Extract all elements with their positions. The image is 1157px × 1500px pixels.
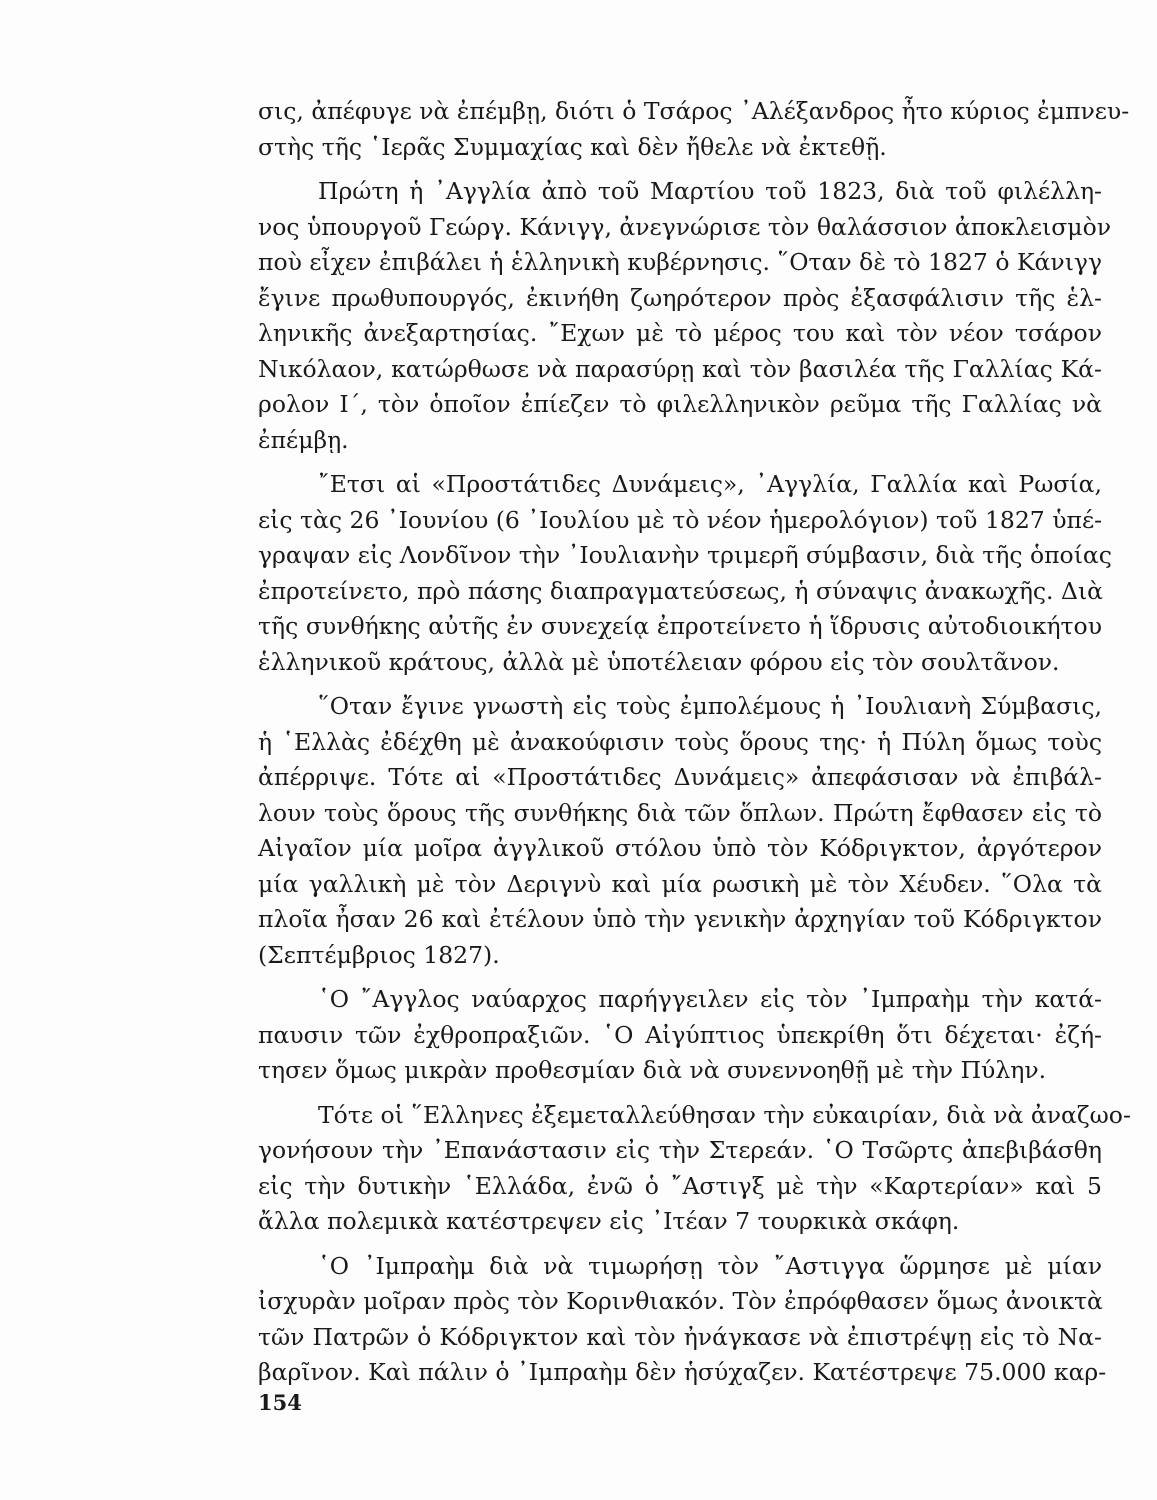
text-line: εἰς τὰς 26 ᾿Ιουνίου (6 ᾿Ιουλίου μὲ τὸ νέον ἡμερολόγιον) τοῦ 1827 ὑπέ-: [258, 505, 1103, 534]
paragraph: [258, 94, 1130, 165]
text-line: Αἰγαῖον μία μοῖρα ἀγγλικοῦ στόλου ὑπὸ τὸν Κόδριγκτον, ἀργότερον: [258, 834, 1102, 862]
text-line: τησεν ὅμως μικρὰν προθεσμίαν διὰ νὰ συνεννοηθῇ μὲ τὴν Πύλην.: [258, 1056, 1047, 1084]
page-number: 154: [258, 1390, 302, 1415]
text-line: ρολον Ι΄, τὸν ὁποῖον ἐπίεζεν τὸ φιλελληνικὸν ρεῦμα τῆς Γαλλίας νὰ: [258, 390, 1102, 418]
paragraph-gap: [258, 1089, 1102, 1098]
paragraph: [258, 174, 1111, 458]
text-line: εἰς τὴν δυτικὴν ῾Ελλάδα, ἐνῶ ὁ ῎Αστιγξ μὲ τὴν «Καρτερίαν» καὶ 5: [258, 1171, 1102, 1200]
body-text: [258, 94, 1131, 1391]
text-line: (Σεπτέμβριος 1827).: [258, 940, 500, 969]
paragraph: [258, 982, 1102, 1089]
text-line: ῞Οταν ἔγινε γνωστὴ εἰς τοὺς ἐμπολέμους ἡ ᾿Ιουλιανὴ Σύμβασις,: [318, 692, 1102, 720]
text-line: σις, ἀπέφυγε νὰ ἐπέμβῃ, διότι ὁ Τσάρος ᾿Αλέξανδρος ἦτο κύριος ἐμπνευ-: [258, 97, 1130, 125]
text-line: βαρῖνον. Καὶ πάλιν ὁ ᾿Ιμπραὴμ δὲν ἡσύχαζεν. Κατέστρεψε 75.000 καρ-: [258, 1358, 1107, 1386]
paragraph: [258, 689, 1102, 973]
paragraph-gap: [258, 458, 1102, 467]
text-line: ποὺ εἶχεν ἐπιβάλει ἡ ἑλληνικὴ κυβέρνησις. ῞Οταν δὲ τὸ 1827 ὁ Κάνιγγ: [258, 248, 1102, 276]
text-line: παυσιν τῶν ἐχθροπραξιῶν. ῾Ο Αἰγύπτιος ὑπεκρίθη ὅτι δέχεται· ἐζή-: [258, 1020, 1102, 1049]
text-line: ἐπροτείνετο, πρὸ πάσης διαπραγματεύσεως, ἡ σύναψις ἀνακωχῆς. Διὰ: [258, 576, 1104, 605]
text-line: ἔγινε πρωθυπουργός, ἐκινήθη ζωηρότερον πρὸς ἐξασφάλισιν τῆς ἑλ-: [258, 283, 1102, 312]
text-line: τῶν Πατρῶν ὁ Κόδριγκτον καὶ τὸν ἠνάγκασε νὰ ἐπιστρέψῃ εἰς τὸ Να-: [258, 1322, 1102, 1351]
text-line: ἰσχυρὰν μοῖραν πρὸς τὸν Κορινθιακόν. Τὸν ἐπρόφθασεν ὅμως ἀνοικτὰ: [258, 1287, 1103, 1315]
text-line: τῆς συνθήκης αὐτῆς ἐν συνεχείᾳ ἐπροτείνετο ἡ ἵδρυσις αὐτοδιοικήτου: [258, 612, 1102, 640]
paragraph-gap: [258, 1240, 1102, 1249]
paragraph: [258, 1249, 1107, 1391]
text-line: Πρώτη ἡ ᾿Αγγλία ἀπὸ τοῦ Μαρτίου τοῦ 1823, διὰ τοῦ φιλέλλη-: [318, 177, 1102, 205]
text-line: Τότε οἱ ῞Ελληνες ἐξεμεταλλεύθησαν τὴν εὐκαιρίαν, διὰ νὰ ἀναζωο-: [318, 1100, 1131, 1129]
text-line: γονήσουν τὴν ᾿Επανάστασιν εἰς τὴν Στερεάν. ῾Ο Τσῶρτς ἀπεβιβάσθη: [258, 1136, 1102, 1164]
paragraph-gap: [258, 165, 1102, 174]
text-line: λουν τοὺς ὅρους τῆς συνθήκης διὰ τῶν ὅπλων. Πρώτη ἔφθασεν εἰς τὸ: [258, 798, 1102, 827]
paragraph: [258, 467, 1112, 680]
text-line: ληνικῆς ἀνεξαρτησίας. ῎Εχων μὲ τὸ μέρος του καὶ τὸν νέον τσάρον: [258, 319, 1102, 347]
text-line: στὴς τῆς ῾Ιερᾶς Συμμαχίας καὶ δὲν ἤθελε νὰ ἐκτεθῇ.: [258, 132, 887, 161]
text-line: μία γαλλικὴ μὲ τὸν Δεριγνὺ καὶ μία ρωσικὴ μὲ τὸν Χέυδεν. ῞Ολα τὰ: [258, 869, 1102, 898]
text-line: νος ὑπουργοῦ Γεώργ. Κάνιγγ, ἀνεγνώρισε τὸν θαλάσσιον ἀποκλεισμὸν: [258, 212, 1111, 241]
text-line: ἡ ῾Ελλὰς ἐδέχθη μὲ ἀνακούφισιν τοὺς ὅρους της· ἡ Πύλη ὅμως τοὺς: [258, 727, 1102, 756]
text-line: ἐπέμβῃ.: [258, 425, 349, 454]
text-line: ῾Ο ῎Αγγλος ναύαρχος παρήγγειλεν εἰς τὸν ᾿Ιμπραὴμ τὴν κατά-: [318, 985, 1102, 1013]
text-line: ἄλλα πολεμικὰ κατέστρεψεν εἰς ᾿Ιτέαν 7 τουρκικὰ σκάφη.: [258, 1207, 960, 1235]
paragraph-gap: [258, 973, 1102, 982]
text-line: ἑλληνικοῦ κράτους, ἀλλὰ μὲ ὑποτέλειαν φόρου εἰς τὸν σουλτᾶνον.: [258, 647, 1060, 676]
text-line: ῾Ο ᾿Ιμπραὴμ διὰ νὰ τιμωρήσῃ τὸν ῎Αστιγγα ὥρμησε μὲ μίαν: [318, 1251, 1102, 1280]
text-line: ῎Ετσι αἱ «Προστάτιδες Δυνάμεις», ᾿Αγγλία, Γαλλία καὶ Ρωσία,: [318, 470, 1102, 498]
paragraph: [258, 1098, 1131, 1240]
text-line: ἀπέρριψε. Τότε αἱ «Προστάτιδες Δυνάμεις» ἀπεφάσισαν νὰ ἐπιβάλ-: [258, 763, 1102, 791]
text-line: γραψαν εἰς Λονδῖνον τὴν ᾿Ιουλιανὴν τριμερῆ σύμβασιν, διὰ τῆς ὁποίας: [258, 541, 1112, 569]
text-line: Νικόλαον, κατώρθωσε νὰ παρασύρῃ καὶ τὸν βασιλέα τῆς Γαλλίας Κά-: [258, 354, 1102, 383]
paragraph-gap: [258, 680, 1102, 689]
text-line: πλοῖα ἦσαν 26 καὶ ἐτέλουν ὑπὸ τὴν γενικὴν ἀρχηγίαν τοῦ Κόδριγκτον: [258, 905, 1102, 933]
